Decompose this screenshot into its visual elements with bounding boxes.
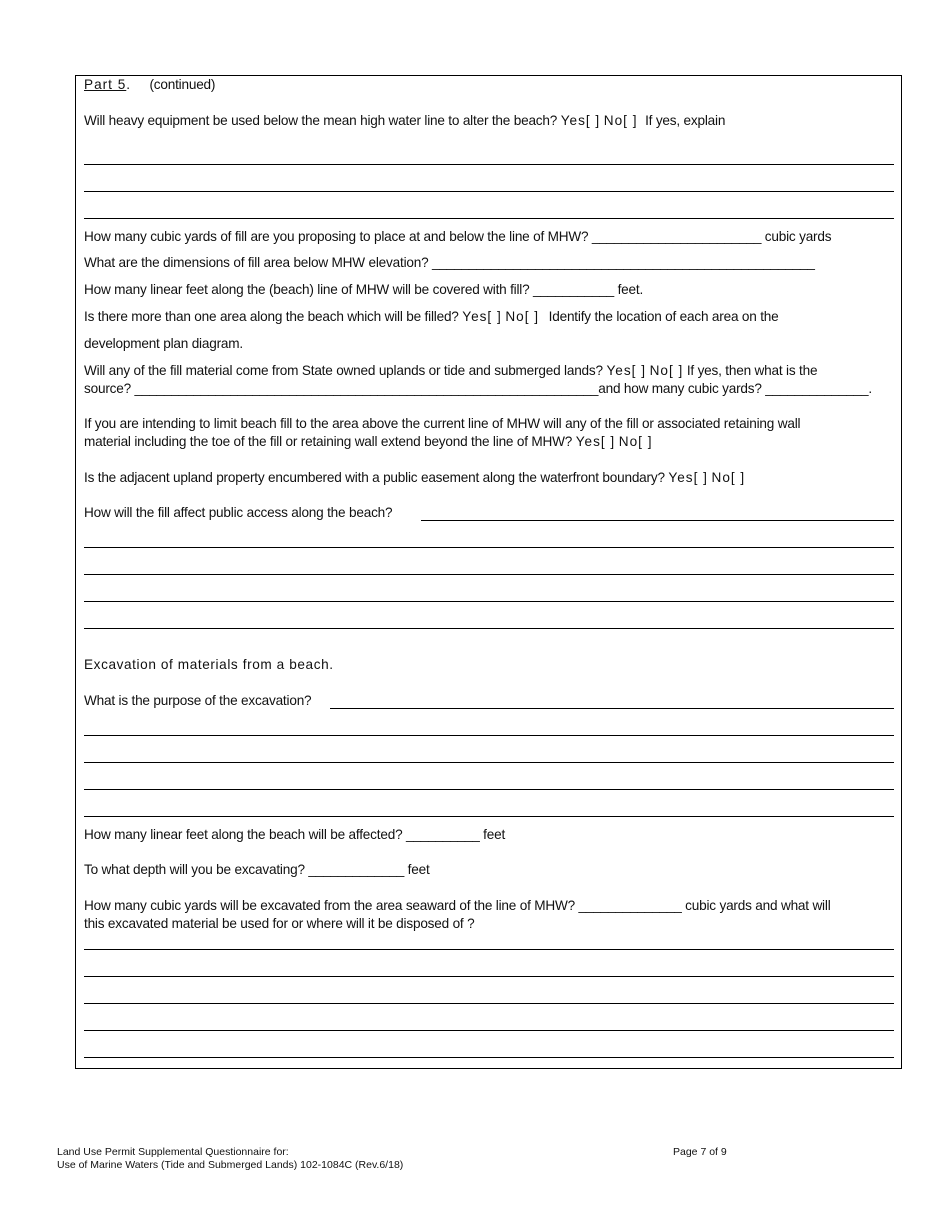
- question-limit-fill: If you are intending to limit beach fill to the area above the current line of MHW will any of the fill or associated retaining wall: [84, 416, 801, 431]
- no-checkbox[interactable]: No[ ]: [649, 363, 684, 378]
- yes-checkbox[interactable]: Yes[ ]: [606, 363, 646, 378]
- yes-checkbox[interactable]: Yes[ ]: [668, 470, 708, 485]
- no-checkbox[interactable]: No[ ]: [618, 434, 653, 449]
- no-checkbox[interactable]: No[ ]: [505, 309, 540, 324]
- part-header: [84, 76, 215, 94]
- answer-line[interactable]: [84, 789, 894, 790]
- answer-line[interactable]: [84, 574, 894, 575]
- question-text: Is there more than one area along the beach which will be filled?: [84, 309, 459, 324]
- footer-page-number: Page 7 of 9: [673, 1146, 727, 1158]
- answer-line[interactable]: [84, 218, 894, 219]
- answer-line[interactable]: [421, 520, 894, 521]
- question-heavy-equipment: [84, 112, 725, 130]
- question-excavated-cubic-yards-line2: this excavated material be used for or where will it be disposed of ?: [84, 916, 475, 931]
- answer-line[interactable]: [84, 628, 894, 629]
- question-text: Identify the location of each area on the: [548, 309, 779, 324]
- no-checkbox[interactable]: No[ ]: [711, 470, 746, 485]
- question-text: Will heavy equipment be used below the mean high water line to alter the beach?: [84, 113, 558, 128]
- answer-line[interactable]: [84, 1057, 894, 1058]
- explain-label: If yes, explain: [645, 113, 726, 128]
- answer-line[interactable]: [84, 1030, 894, 1031]
- question-state-owned: [84, 362, 817, 380]
- excavation-heading: Excavation of materials from a beach.: [84, 657, 334, 672]
- answer-line[interactable]: [84, 976, 894, 977]
- question-more-than-one-area: [84, 308, 779, 326]
- question-easement: [84, 469, 745, 487]
- no-checkbox[interactable]: No[ ]: [603, 113, 638, 128]
- question-text: Is the adjacent upland property encumbered with a public easement along the waterfront boundary?: [84, 470, 665, 485]
- answer-line[interactable]: [330, 708, 894, 709]
- question-linear-feet-fill[interactable]: How many linear feet along the (beach) line of MHW will be covered with fill? ___________ feet.: [84, 282, 644, 297]
- question-text: material including the toe of the fill or retaining wall extend beyond the line of MHW?: [84, 434, 573, 449]
- part-label: Part 5: [84, 77, 127, 92]
- question-text: Will any of the fill material come from State owned uplands or tide and submerged lands?: [84, 363, 603, 378]
- answer-line[interactable]: [84, 547, 894, 548]
- question-public-access: How will the fill affect public access along the beach?: [84, 505, 393, 520]
- answer-line[interactable]: [84, 191, 894, 192]
- part-suffix: .: [126, 77, 130, 92]
- question-cubic-yards-fill[interactable]: How many cubic yards of fill are you proposing to place at and below the line of MHW? _______________________ cubic yards: [84, 229, 832, 244]
- answer-line[interactable]: [84, 1003, 894, 1004]
- question-dimensions[interactable]: What are the dimensions of fill area below MHW elevation? ____________________________________________________: [84, 255, 815, 270]
- answer-line[interactable]: [84, 601, 894, 602]
- answer-line[interactable]: [84, 762, 894, 763]
- question-limit-fill-line2: [84, 433, 653, 451]
- answer-line[interactable]: [84, 164, 894, 165]
- answer-line[interactable]: [84, 949, 894, 950]
- yes-checkbox[interactable]: Yes[ ]: [575, 434, 616, 449]
- answer-line[interactable]: [84, 735, 894, 736]
- footer-title: Land Use Permit Supplemental Questionnaire for:: [57, 1146, 289, 1158]
- question-state-owned-line2[interactable]: source? _______________________________________________________________and how many cubic yards? ______________.: [84, 381, 872, 396]
- question-excavated-cubic-yards[interactable]: How many cubic yards will be excavated from the area seaward of the line of MHW? ______________ cubic yards and what will: [84, 898, 831, 913]
- question-purpose: What is the purpose of the excavation?: [84, 693, 312, 708]
- footer-form-number: Use of Marine Waters (Tide and Submerged Lands) 102-1084C (Rev.6/18): [57, 1159, 404, 1171]
- question-linear-feet-beach[interactable]: How many linear feet along the beach will be affected? __________ feet: [84, 827, 506, 842]
- yes-checkbox[interactable]: Yes[ ]: [462, 309, 502, 324]
- question-more-than-one-area-line2: development plan diagram.: [84, 336, 243, 351]
- question-text: If yes, then what is the: [686, 363, 818, 378]
- yes-checkbox[interactable]: Yes[ ]: [560, 113, 601, 128]
- question-depth[interactable]: To what depth will you be excavating? _____________ feet: [84, 862, 430, 877]
- part-continued: (continued): [149, 77, 216, 92]
- answer-line[interactable]: [84, 816, 894, 817]
